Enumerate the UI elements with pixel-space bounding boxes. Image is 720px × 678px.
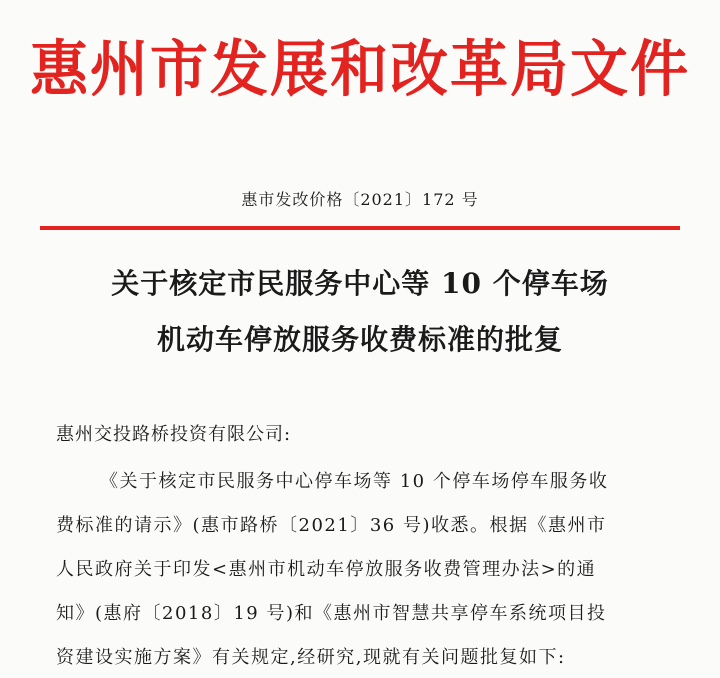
body-line: 费标准的请示》(惠市路桥〔2021〕36 号)收悉。根据《惠州市 [56,515,607,536]
body-line: 人民政府关于印发<惠州市机动车停放服务收费管理办法>的通 [56,559,597,580]
addressee: 惠州交投路桥投资有限公司: [56,424,292,445]
subject-title-line-2: 机动车停放服务收费标准的批复 [156,323,563,356]
subject-title-line-1: 关于核定市民服务中心等 10 个停车场 [111,267,609,300]
body-line: 知》(惠府〔2018〕19 号)和《惠州市智慧共享停车系统项目投 [56,603,607,624]
document-number: 惠市发改价格〔2021〕172 号 [241,190,479,209]
body-line: 资建设实施方案》有关规定,经研究,现就有关问题批复如下: [56,647,566,668]
body-line: 《关于核定市民服务中心停车场等 10 个停车场停车服务收 [100,471,609,492]
red-divider-line [40,226,680,230]
masthead-title: 惠州市发展和改革局文件 [29,33,690,105]
